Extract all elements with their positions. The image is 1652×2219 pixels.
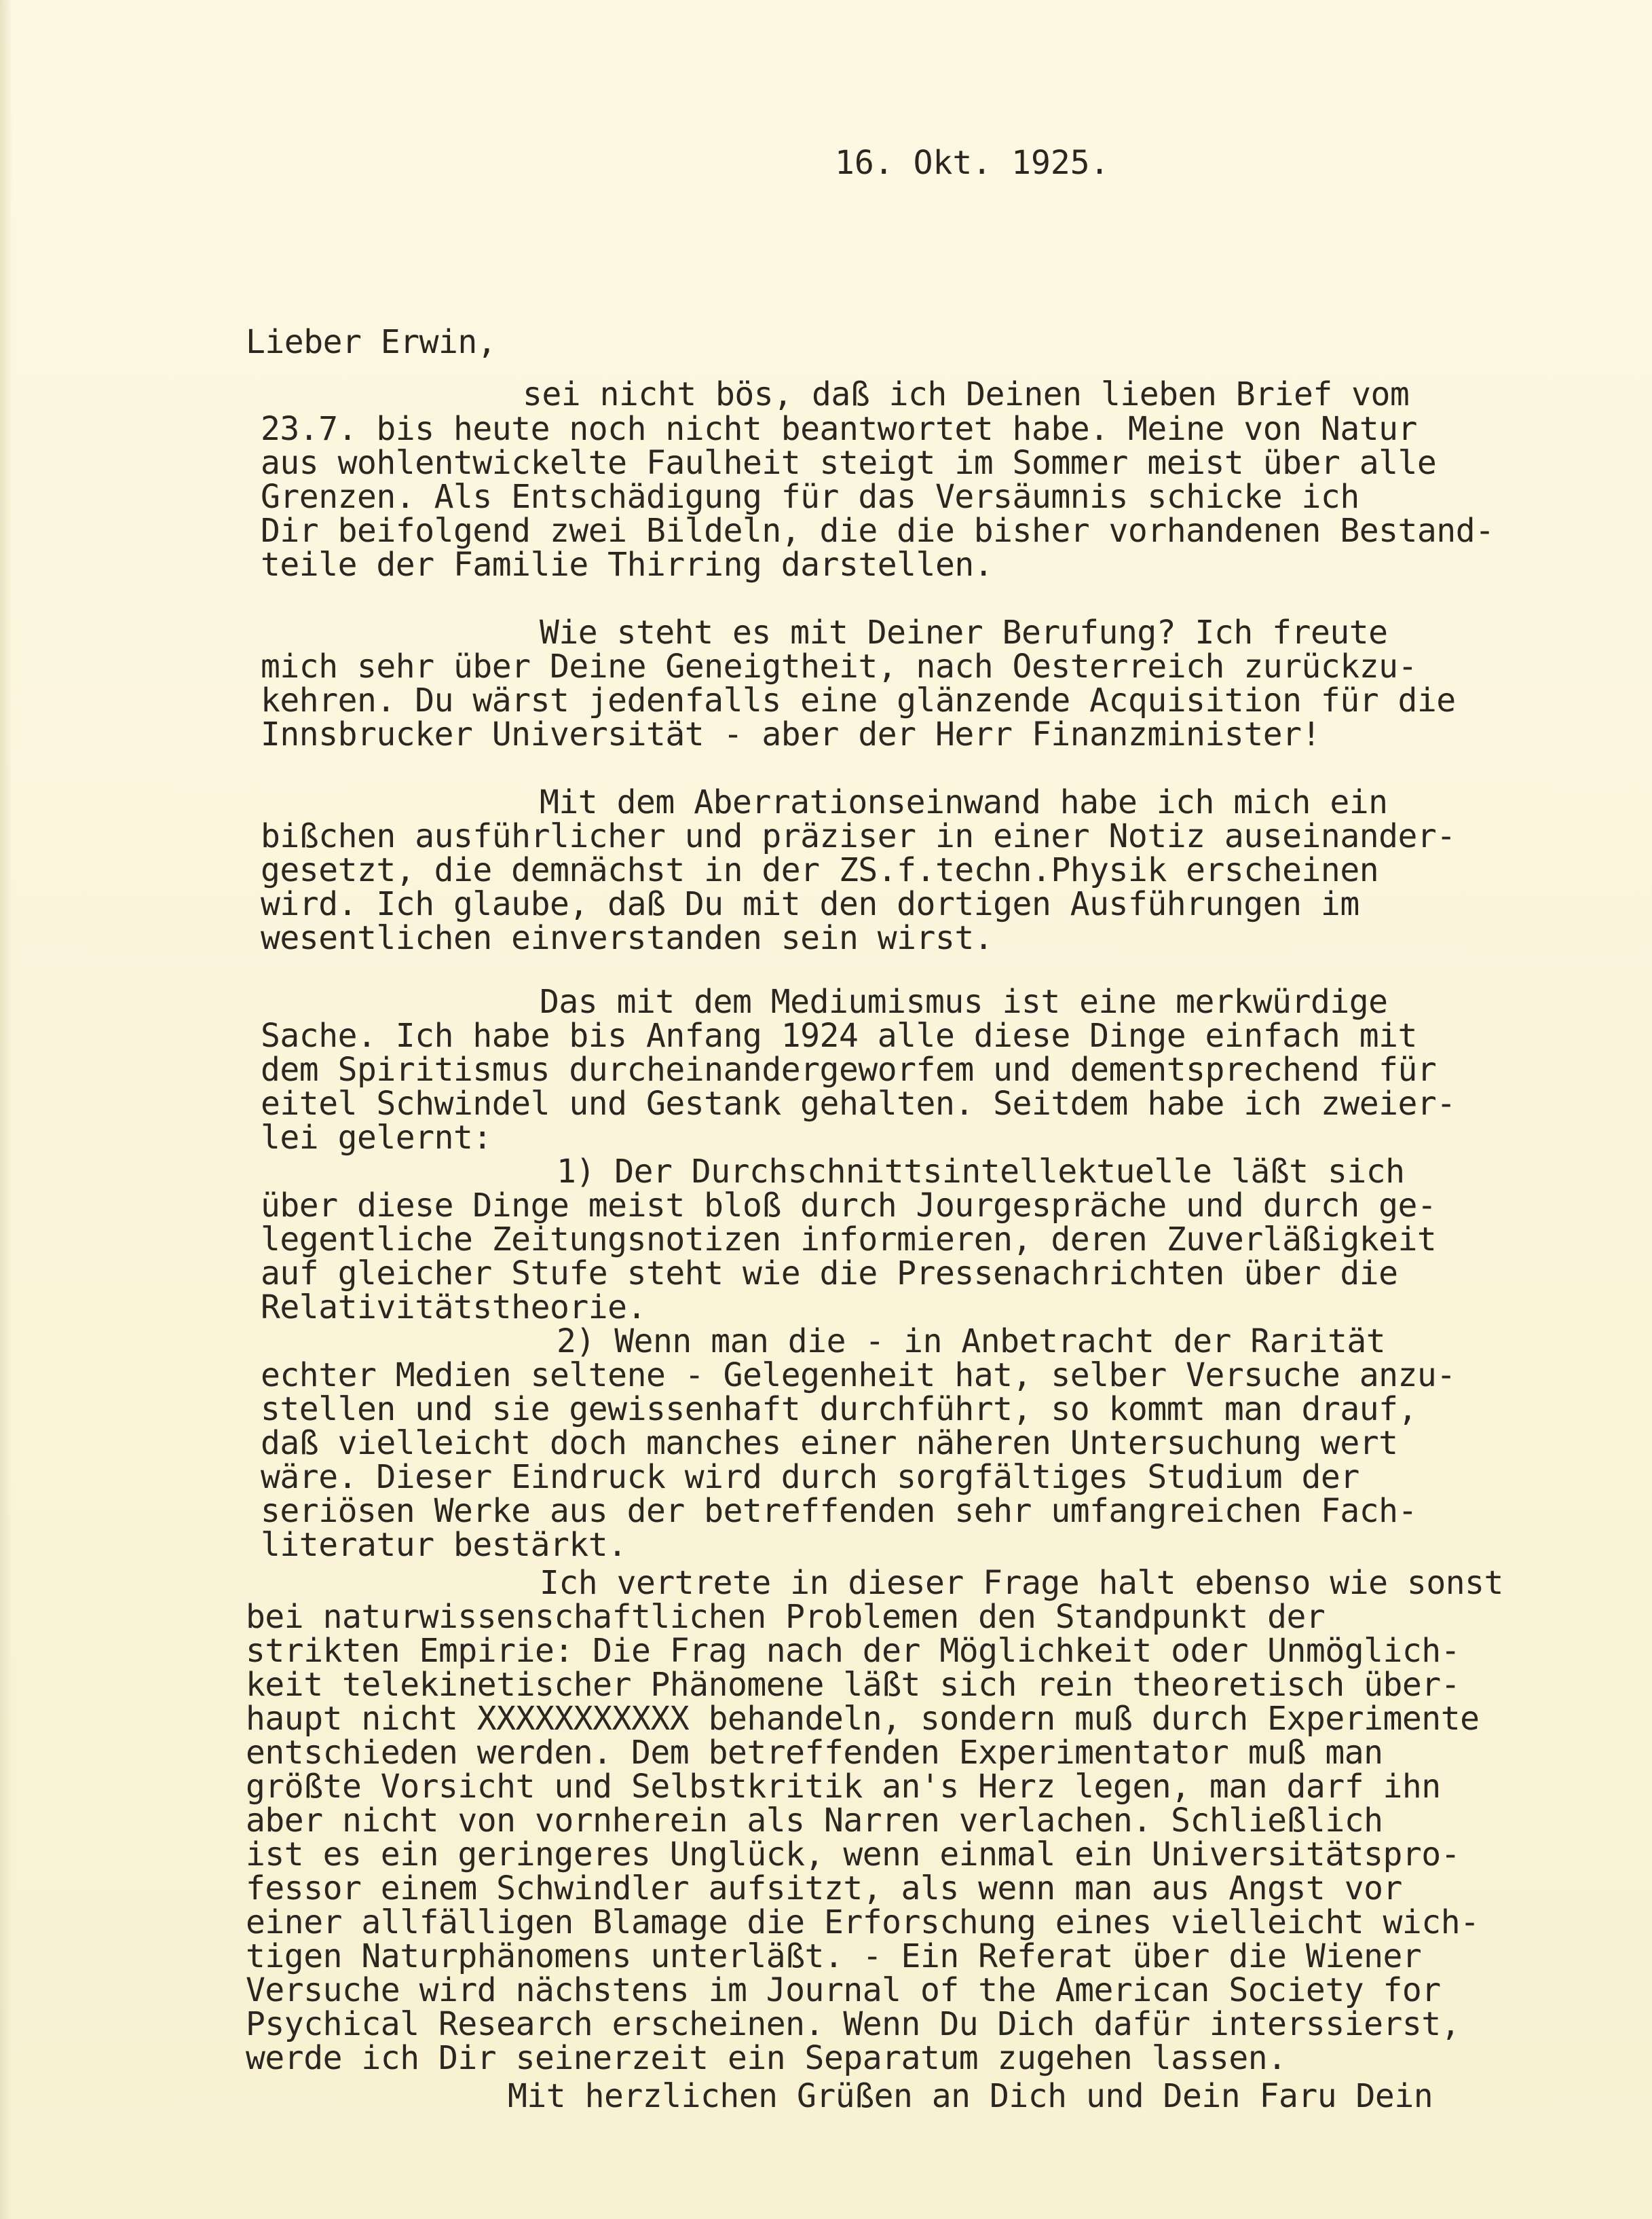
letter-line: wird. Ich glaube, daß Du mit den dortigen Ausführungen im — [261, 885, 1359, 923]
letter-line: kehren. Du wärst jedenfalls eine glänzende Acquisition für die — [261, 682, 1456, 720]
letter-line: aus wohlentwickelte Faulheit steigt im Sommer meist über alle — [261, 444, 1437, 482]
letter-line: 1) Der Durchschnittsintellektuelle läßt sich — [557, 1153, 1405, 1191]
letter-line: Wie steht es mit Deiner Berufung? Ich freute — [540, 614, 1388, 652]
letter-line: stellen und sie gewissenhaft durchführt, so kommt man drauf, — [261, 1390, 1417, 1428]
letter-line: Das mit dem Mediumismus ist eine merkwürdige — [540, 983, 1388, 1021]
letter-line: Ich vertrete in dieser Frage halt ebenso wie sonst — [540, 1564, 1503, 1602]
letter-line: wäre. Dieser Eindruck wird durch sorgfältiges Studium der — [261, 1458, 1359, 1496]
letter-line: eitel Schwindel und Gestank gehalten. Seitdem habe ich zweier- — [261, 1085, 1456, 1123]
letter-line: 23.7. bis heute noch nicht beantwortet habe. Meine von Natur — [261, 410, 1417, 448]
letter-line: werde ich Dir seinerzeit ein Separatum zugehen lassen. — [246, 2039, 1287, 2077]
letter-date: 16. Okt. 1925. — [835, 144, 1110, 182]
letter-line: Grenzen. Als Entschädigung für das Versäumnis schicke ich — [261, 478, 1359, 516]
letter-line: tigen Naturphänomens unterläßt. - Ein Referat über die Wiener — [246, 1937, 1422, 1975]
letter-line: echter Medien seltene - Gelegenheit hat, selber Versuche anzu- — [261, 1356, 1456, 1394]
letter-line: gesetzt, die demnächst in der ZS.f.techn.Physik erscheinen — [261, 851, 1379, 889]
letter-line: haupt nicht XXXXXXXXXXX behandeln, sondern muß durch Experimente — [246, 1700, 1480, 1738]
letter-line: auf gleicher Stufe steht wie die Pressenachrichten über die — [261, 1254, 1398, 1292]
letter-line: literatur bestärkt. — [261, 1526, 627, 1564]
letter-line: dem Spiritismus durcheinandergeworfem und dementsprechend für — [261, 1051, 1437, 1089]
letter-line: ist es ein geringeres Unglück, wenn einmal ein Universitätspro- — [246, 1835, 1461, 1873]
letter-line: lei gelernt: — [261, 1119, 492, 1157]
letter-line: fessor einem Schwindler aufsitzt, als wenn man aus Angst vor — [246, 1869, 1402, 1907]
letter-line: aber nicht von vornherein als Narren verlachen. Schließlich — [246, 1802, 1383, 1840]
letter-line: daß vielleicht doch manches einer näheren Untersuchung wert — [261, 1424, 1398, 1462]
letter-line: Psychical Research erscheinen. Wenn Du Dich dafür interssierst, — [246, 2005, 1461, 2043]
letter-line: größte Vorsicht und Selbstkritik an's Herz legen, man darf ihn — [246, 1768, 1441, 1806]
letter-line: Innsbrucker Universität - aber der Herr Finanzminister! — [261, 715, 1321, 753]
salutation: Lieber Erwin, — [246, 323, 497, 361]
letter-line: bei naturwissenschaftlichen Problemen den Standpunkt der — [246, 1598, 1326, 1636]
letter-line: Sache. Ich habe bis Anfang 1924 alle diese Dinge einfach mit — [261, 1017, 1417, 1055]
letter-line: sei nicht bös, daß ich Deinen lieben Brief vom — [523, 375, 1410, 413]
letter-line: 2) Wenn man die - in Anbetracht der Rarität — [557, 1322, 1386, 1360]
letter-line: strikten Empirie: Die Frag nach der Möglichkeit oder Unmöglich- — [246, 1632, 1461, 1670]
letter-line: keit telekinetischer Phänomene läßt sich rein theoretisch über- — [246, 1666, 1461, 1704]
letter-line: wesentlichen einverstanden sein wirst. — [261, 919, 994, 957]
letter-closing: Mit herzlichen Grüßen an Dich und Dein Faru Dein — [508, 2077, 1433, 2115]
letter-line: einer allfälligen Blamage die Erforschung eines vielleicht wich- — [246, 1903, 1480, 1941]
letter-line: Relativitätstheorie. — [261, 1288, 646, 1326]
letter-line: legentliche Zeitungsnotizen informieren, deren Zuverläßigkeit — [261, 1220, 1437, 1258]
letter-line: Versuche wird nächstens im Journal of the American Society for — [246, 1971, 1441, 2009]
letter-line: seriösen Werke aus der betreffenden sehr umfangreichen Fach- — [261, 1492, 1417, 1530]
letter-line: Dir beifolgend zwei Bildeln, die die bisher vorhandenen Bestand- — [261, 512, 1495, 550]
letter-line: über diese Dinge meist bloß durch Jourgespräche und durch ge- — [261, 1187, 1437, 1225]
letter-line: mich sehr über Deine Geneigtheit, nach Oesterreich zurückzu- — [261, 648, 1417, 686]
letter-line: Mit dem Aberrationseinwand habe ich mich ein — [540, 783, 1388, 821]
letter-line: bißchen ausführlicher und präziser in einer Notiz auseinander- — [261, 817, 1456, 855]
letter-line: entschieden werden. Dem betreffenden Experimentator muß man — [246, 1734, 1383, 1772]
letter-line: teile der Familie Thirring darstellen. — [261, 546, 994, 584]
